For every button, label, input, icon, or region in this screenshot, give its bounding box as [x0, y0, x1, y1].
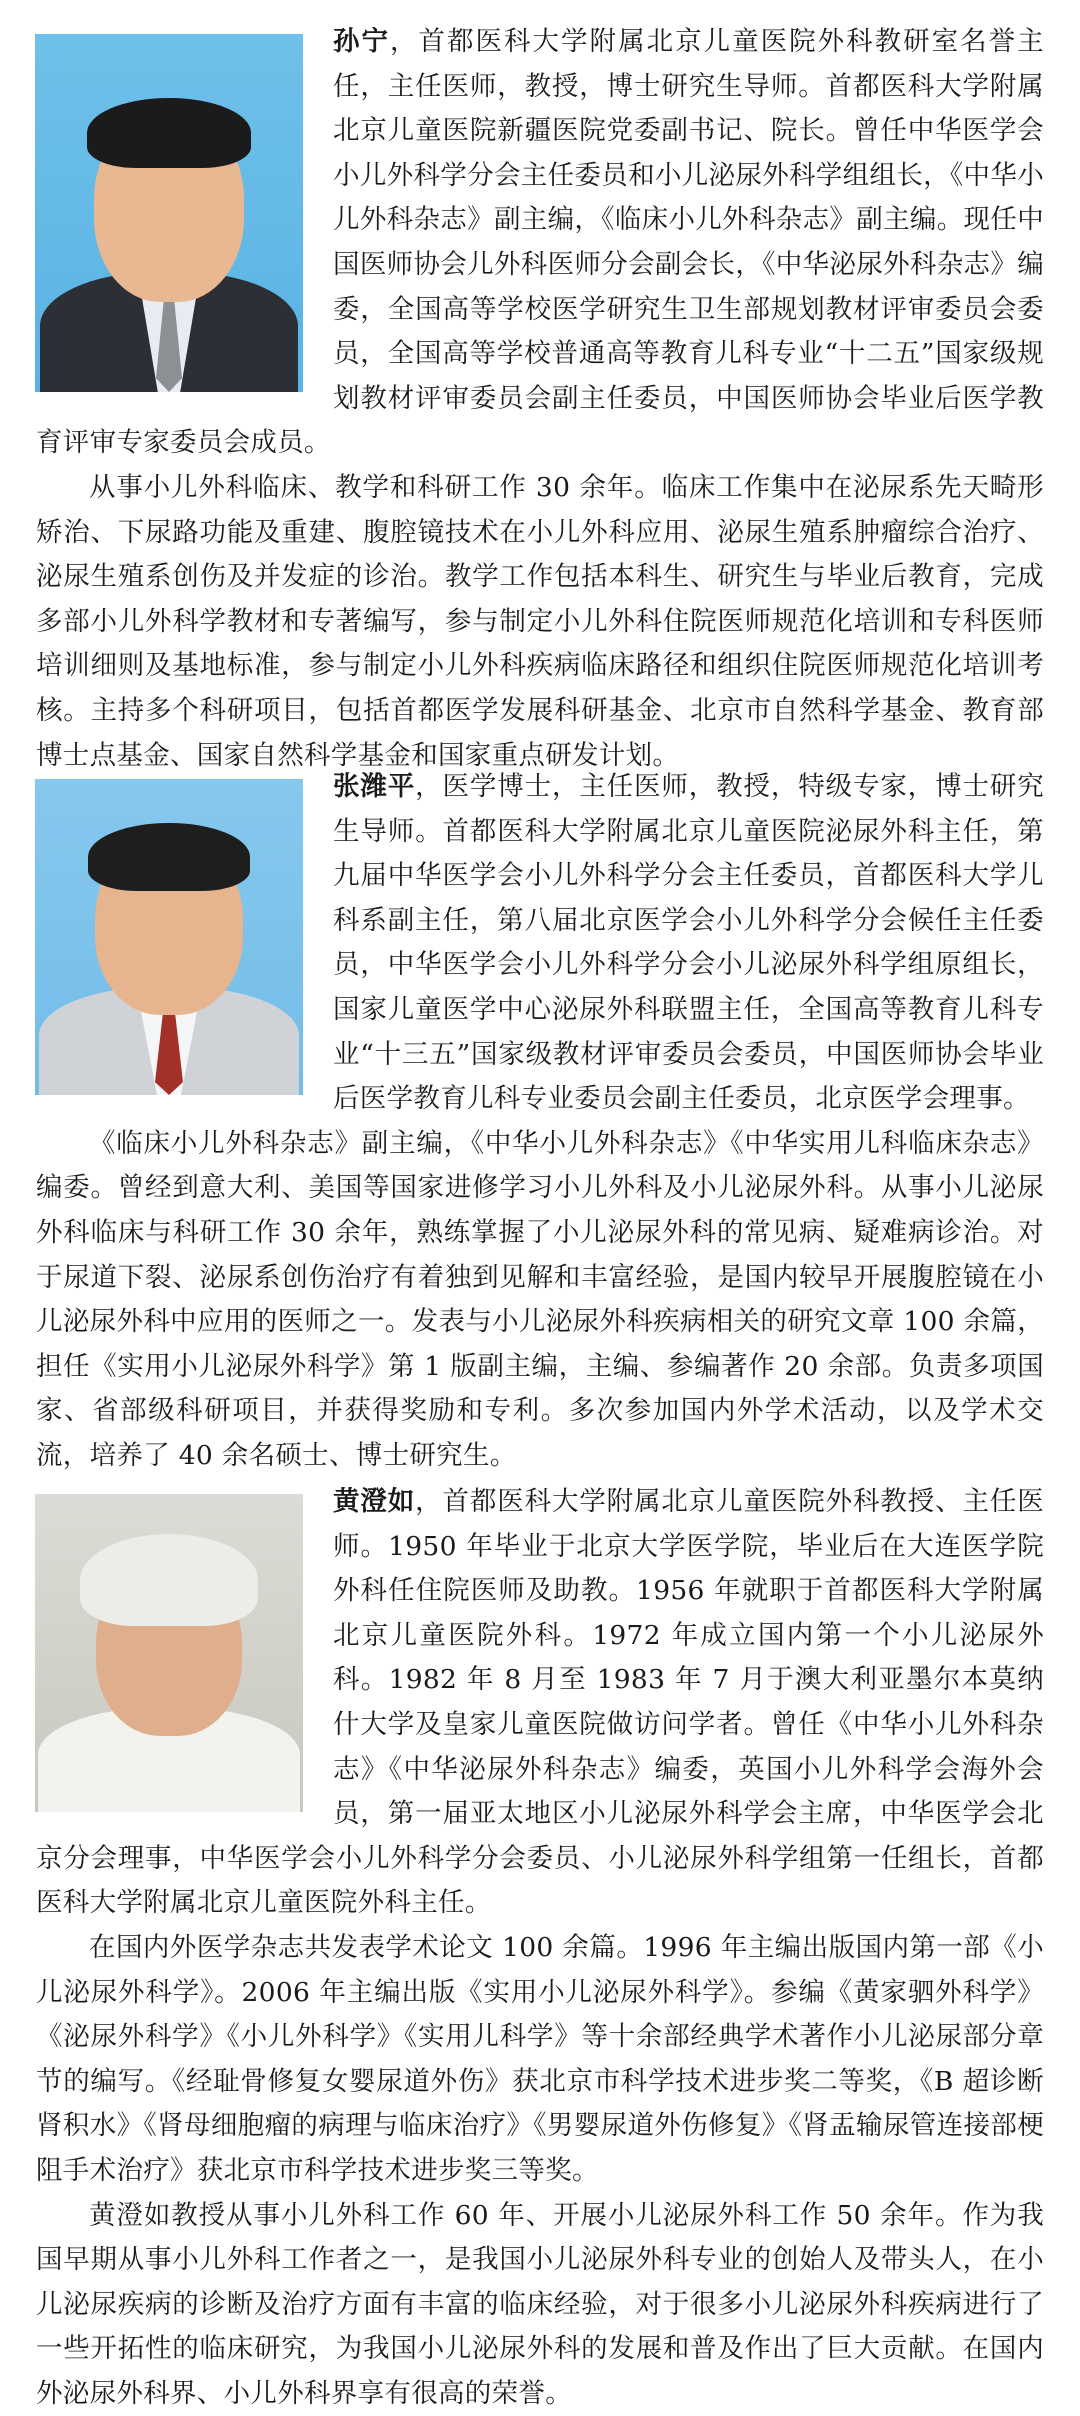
white-hair	[80, 1534, 258, 1626]
intro-text: ，医学博士，主任医师，教授，特级专家，博士研究生导师。首都医科大学附属北京儿童医院泌尿外科主任，第九届中华医学会小儿外科学分会主任委员，首都医科大学儿科系副主任，第八届北京医学会小儿外科学分会候任主任委员，中华医学会小儿外科学分会小儿泌尿外科学组原组长，国家儿童医学中心泌尿外科联盟主任，全国高等教育儿科专业“十三五”国家级教材评审委员会委员，中国医师协会毕业后医学教育儿科专业委员会副主任委员，北京医学会理事。	[333, 771, 1044, 1114]
person-name: 孙宁	[333, 26, 390, 57]
intro-text: ，首都医科大学附属北京儿童医院外科教授、主任医师。1950 年毕业于北京大学医学院，毕业后在大连医学院外科任住院医师及助教。1956 年就职于首都医科大学附属北京儿童医院外科。1972 年成立国内第一个小儿泌尿外科。1982 年 8 月至 1983 年 7 月于澳大利亚墨尔本莫纳什大学及皇家儿童医院做访问学者。曾任《中华小儿外科杂志》《中华泌尿外科杂志》编委，英国小儿外科学会海外会员，第一届亚太地区小儿泌尿外科学会主席，中华医学会北京分会理事，中华医学会小儿外科学分会委员、小儿泌尿外科学组第一任组长，首都医科大学附属北京儿童医院外科主任。	[36, 1486, 1044, 1918]
profile-paragraph: 黄澄如教授从事小儿外科工作 60 年、开展小儿泌尿外科工作 50 余年。作为我国早期从事小儿外科工作者之一，是我国小儿泌尿外科专业的创始人及带头人，在小儿泌尿疾病的诊断及治疗方面有丰富的临床经验，对于很多小儿泌尿外科疾病进行了一些开拓性的临床研究，为我国小儿泌尿外科的发展和普及作出了巨大贡献。在国内外泌尿外科界、小儿外科界享有很高的荣誉。	[36, 2194, 1044, 2416]
profile-paragraph: 从事小儿外科临床、教学和科研工作 30 余年。临床工作集中在泌尿系先天畸形矫治、下尿路功能及重建、腹腔镜技术在小儿外科应用、泌尿生殖系肿瘤综合治疗、泌尿生殖系创伤及并发症的诊治。教学工作包括本科生、研究生与毕业后教育，完成多部小儿外科学教材和专著编写，参与制定小儿外科住院医师规范化培训和专科医师培训细则及基地标准，参与制定小儿外科疾病临床路径和组织住院医师规范化培训考核。主持多个科研项目，包括首都医学发展科研基金、北京市自然科学基金、教育部博士点基金、国家自然科学基金和国家重点研发计划。	[36, 466, 1044, 778]
person-name: 黄澄如	[333, 1486, 415, 1517]
intro-text: ，首都医科大学附属北京儿童医院外科教研室名誉主任，主任医师，教授，博士研究生导师。首都医科大学附属北京儿童医院新疆医院党委副书记、院长。曾任中华医学会小儿外科学分会主任委员和小儿泌尿外科学组组长，《中华小儿外科杂志》副主编，《临床小儿外科杂志》副主编。现任中国医师协会儿外科医师分会副会长，《中华泌尿外科杂志》编委，全国高等学校医学研究生卫生部规划教材评审委员会委员，全国高等学校普通高等教育儿科专业“十二五”国家级规划教材评审委员会副主任委员，中国医师协会毕业后医学教育评审专家委员会成员。	[36, 26, 1044, 458]
portrait-photo	[35, 1494, 303, 1812]
profile-huang-chengru	[0, 1480, 1080, 2416]
hair	[87, 98, 251, 168]
profile-zhang-weiping	[0, 765, 1080, 1479]
hair	[88, 823, 250, 891]
profile-sun-ning	[0, 20, 1080, 778]
portrait-photo	[35, 34, 303, 392]
profile-paragraph: 《临床小儿外科杂志》副主编，《中华小儿外科杂志》《中华实用儿科临床杂志》编委。曾经到意大利、美国等国家进修学习小儿外科及小儿泌尿外科。从事小儿泌尿外科临床与科研工作 30 余年，熟练掌握了小儿泌尿外科的常见病、疑难病诊治。对于尿道下裂、泌尿系创伤治疗有着独到见解和丰富经验，是国内较早开展腹腔镜在小儿泌尿外科中应用的医师之一。发表与小儿泌尿外科疾病相关的研究文章 100 余篇，担任《实用小儿泌尿外科学》第 1 版副主编，主编、参编著作 20 余部。负责多项国家、省部级科研项目，并获得奖励和专利。多次参加国内外学术活动，以及学术交流，培养了 40 余名硕士、博士研究生。	[36, 1122, 1044, 1479]
person-name: 张潍平	[333, 771, 415, 802]
portrait-photo	[35, 779, 303, 1095]
profile-paragraph: 在国内外医学杂志共发表学术论文 100 余篇。1996 年主编出版国内第一部《小儿泌尿外科学》。2006 年主编出版《实用小儿泌尿外科学》。参编《黄家驷外科学》《泌尿外科学》《小儿外科学》《实用儿科学》等十余部经典学术著作小儿泌尿部分章节的编写。《经耻骨修复女婴尿道外伤》获北京市科学技术进步奖二等奖，《B 超诊断肾积水》《肾母细胞瘤的病理与临床治疗》《男婴尿道外伤修复》《肾盂输尿管连接部梗阻手术治疗》获北京市科学技术进步奖三等奖。	[36, 1926, 1044, 2194]
